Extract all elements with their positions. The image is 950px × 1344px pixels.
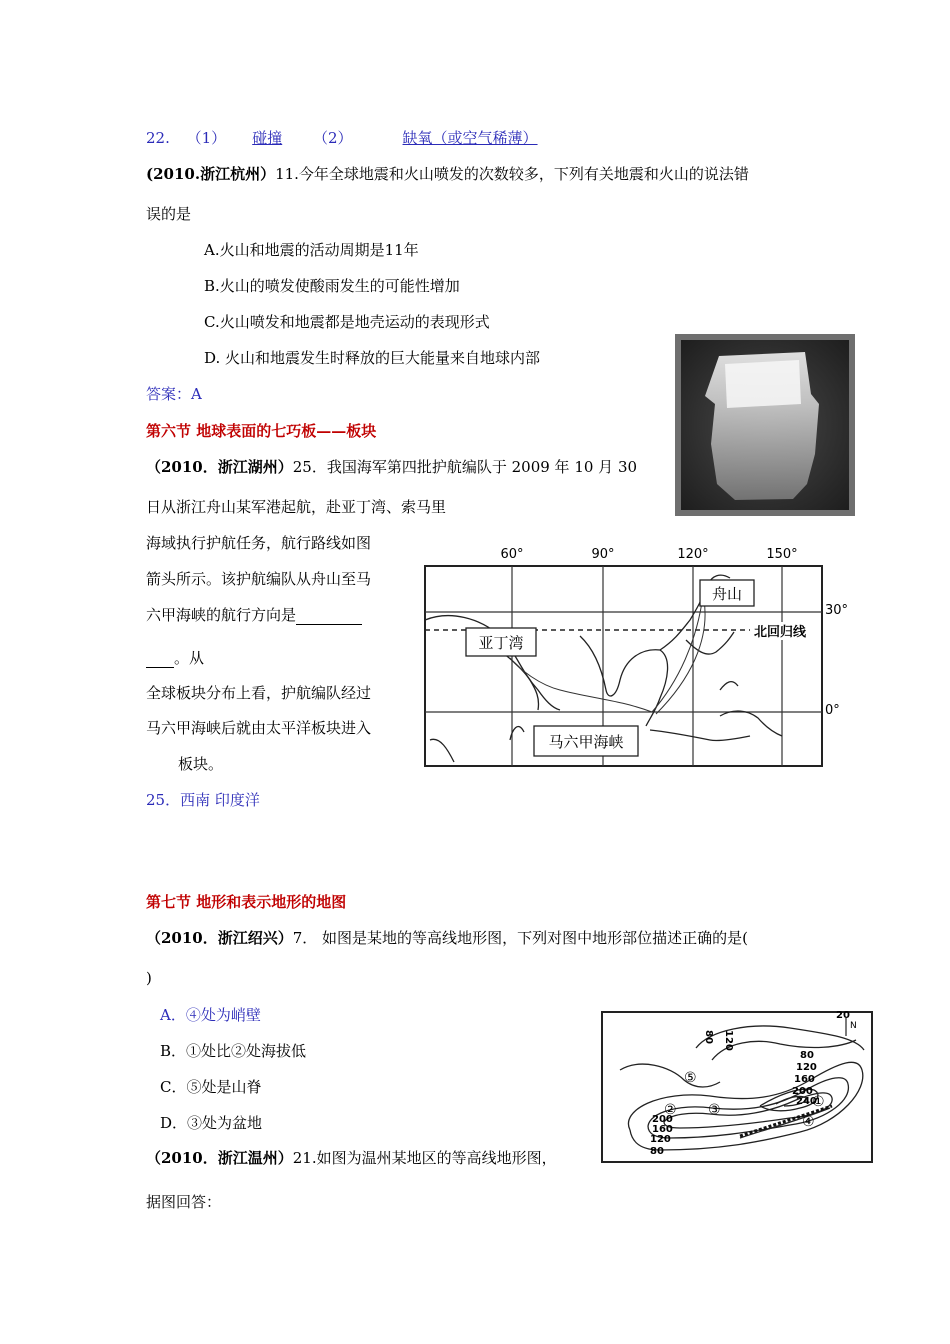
q22-part1-label: （1） [186,129,227,147]
q25-stem3: 海域执行护航任务，航行路线如图 [146,534,372,552]
q11-option-a: A.火山和地震的活动周期是11年 [204,241,419,259]
q7-option-d: D．③处为盆地 [160,1114,263,1132]
q11-source: (2010.浙江杭州） [146,165,276,183]
contour-label-240: 240 [796,1096,817,1107]
q25-stem-line1 [146,457,637,477]
q22-answer-1: 碰撞 [252,129,283,147]
contour-label-120b: 120 [650,1134,671,1145]
marker-5: ⑤ [684,1070,697,1086]
q25-stem4: 箭头所示。该护航编队从舟山至马 [146,570,372,588]
north-label: N [850,1021,857,1031]
q21-stem1: 21.如图为温州某地区的等高线地形图， [292,1149,557,1167]
q11-option-d: D. 火山和地震发生时释放的巨大能量来自地球内部 [204,349,541,367]
q25-stem5-line [146,605,362,625]
q11-option-b: B.火山的喷发使酸雨发生的可能性增加 [204,277,460,295]
q7-source: （2010．浙江绍兴） [146,929,293,947]
q22-answer-line [146,128,538,148]
q25-blank-1-cont [146,651,174,668]
q25-stem6: 。从 [174,649,205,667]
malacca-label-box [534,726,638,756]
contour-label-120c: 120 [723,1030,734,1051]
q11-stem1: 11.今年全球地震和火山喷发的次数较多，下列有关地震和火山的说法错 [275,165,749,183]
q25-source: （2010．浙江湖州） [146,458,293,476]
lon-120: 120° [677,547,709,562]
q11-answer: 答案：A [146,385,202,403]
lat-0: 0° [825,703,840,718]
q7-stem: 7． 如图是某地的等高线地形图，下列对图中地形部位描述正确的是( [292,929,748,947]
q7-option-a: A．④处为峭壁 [160,1006,261,1024]
zhoushan-label: 舟山 [711,585,743,603]
contour-label-120a: 120 [796,1062,817,1073]
q25-stem7: 全球板块分布上看，护航编队经过 [146,684,372,702]
aden-label-box [466,628,536,656]
zhoushan-label-box [700,580,754,606]
section6-title: 第六节 地球表面的七巧板——板块 [146,422,377,440]
contour-map [600,1010,874,1164]
contour-label-160b: 160 [652,1124,673,1135]
contour-label-80b: 80 [650,1146,664,1157]
q7-close-paren: ) [146,969,152,987]
q25-stem8: 马六甲海峡后就由太平洋板块进入 [146,719,372,737]
q25-stem5: 六甲海峡的航行方向是 [146,606,297,624]
lon-90: 90° [591,547,615,562]
q7-option-b: B．①处比②处海拔低 [160,1042,307,1060]
q25-stem6-line [146,648,204,668]
q25-stem2: 日从浙江舟山某军港起航，赴亚丁湾、索马里 [146,498,447,516]
marker-4: ④ [802,1114,815,1130]
contour-label-20: 20 [836,1010,850,1021]
contour-label-80c: 80 [703,1030,714,1044]
marker-1: ① [812,1094,825,1110]
q11-stem2: 误的是 [146,205,192,223]
ice-photo [675,334,855,516]
tropic-label: 北回归线 [754,625,807,640]
q22-part2-label: （2） [312,129,353,147]
aden-label: 亚丁湾 [478,634,524,652]
q21-source: （2010．浙江温州） [146,1149,293,1167]
lat-30: 30° [825,603,849,618]
q21-stem-line [146,1148,557,1168]
q11-stem-line1 [146,164,749,184]
contour-label-200b: 200 [652,1114,673,1125]
marker-3: ③ [708,1102,721,1118]
q11-option-c: C.火山喷发和地震都是地壳运动的表现形式 [204,313,490,331]
q25-stem9: 板块。 [178,755,224,773]
q25-answer: 25．西南 印度洋 [146,791,260,809]
contour-label-200a: 200 [792,1086,813,1097]
contour-label-80a: 80 [800,1050,814,1061]
section7-title: 第七节 地形和表示地形的地图 [146,893,347,911]
q22-number: 22. [146,129,170,147]
q22-answer-2: 缺氧（或空气稀薄） [402,129,538,147]
contour-label-160a: 160 [794,1074,815,1085]
q7-option-c: C．⑤处是山脊 [160,1078,262,1096]
marker-2: ② [664,1102,677,1118]
q7-stem-line [146,928,748,948]
q25-blank-1 [296,608,362,625]
q25-stem1: 25．我国海军第四批护航编队于 2009 年 10 月 30 [292,458,638,476]
lon-150: 150° [766,547,798,562]
lon-60: 60° [500,547,524,562]
route-map [420,540,860,770]
q21-stem2: 据图回答： [146,1193,222,1211]
malacca-label: 马六甲海峡 [548,733,624,751]
